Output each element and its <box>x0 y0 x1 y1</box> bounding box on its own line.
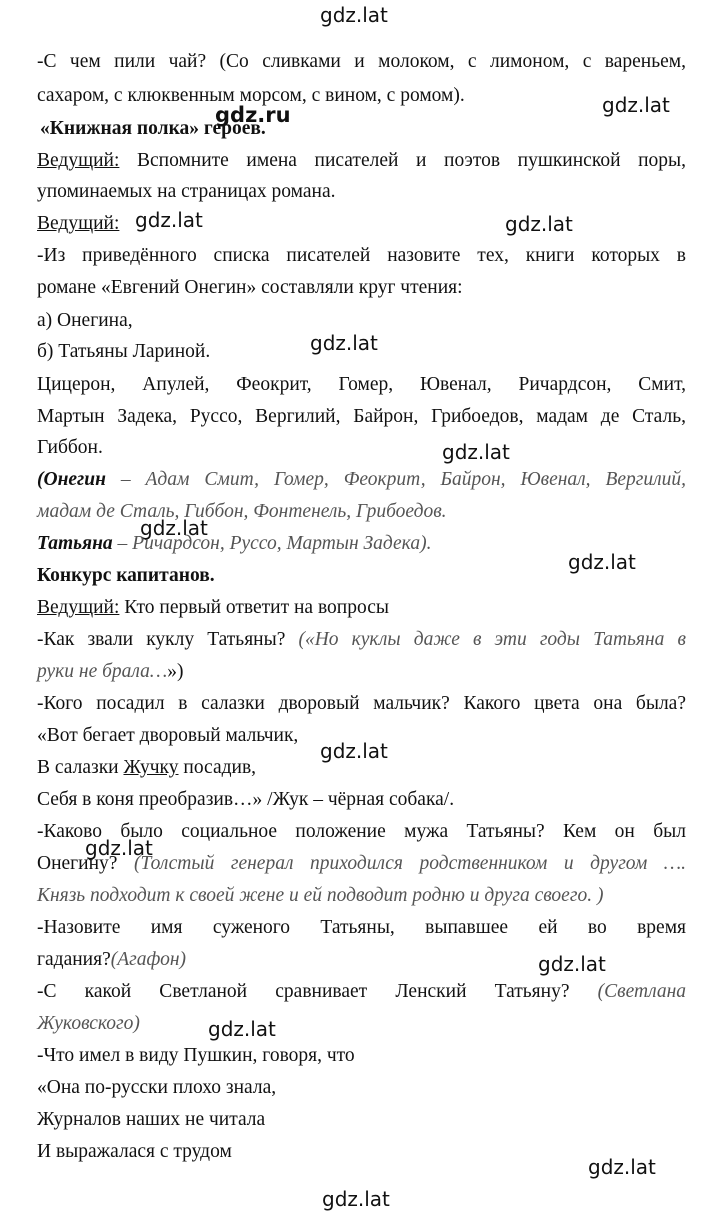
poem-line: И выражалася с трудом <box>37 1141 232 1162</box>
answer-line: Жуковского) <box>37 1013 140 1034</box>
text-line <box>37 149 686 173</box>
watermark: gdz.lat <box>538 952 606 976</box>
question-text: -С какой Светланой сравнивает Ленский Татьяну? <box>37 981 598 1002</box>
watermark: gdz.lat <box>442 440 510 464</box>
question-line <box>37 948 186 972</box>
answer-line <box>37 532 431 556</box>
watermark-top: gdz.lat <box>320 3 388 27</box>
text-line: упоминаемых на страницах романа. <box>37 181 336 202</box>
answer-heading: (Онегин <box>37 469 106 490</box>
poem-line <box>37 756 256 780</box>
question-line <box>37 980 686 1004</box>
answer-text: (Светлана <box>597 981 686 1002</box>
answer-line <box>37 468 686 492</box>
text-line: Гиббон. <box>37 437 103 458</box>
watermark: gdz.lat <box>320 739 388 763</box>
text-segment: Кто первый ответит на вопросы <box>119 597 389 618</box>
question-line <box>37 628 686 652</box>
watermark: gdz.lat <box>140 516 208 540</box>
answer-text: – Ричардсон, Руссо, Мартын Задека). <box>112 533 432 554</box>
speaker-label: Ведущий: <box>37 213 120 234</box>
speaker-label: Ведущий: <box>37 150 120 171</box>
question-line <box>37 660 184 684</box>
watermark: gdz.lat <box>208 1017 276 1041</box>
question-line: -Назовите имя суженого Татьяны, выпавшее ей во время <box>37 917 686 938</box>
question-text: гадания? <box>37 949 111 970</box>
answer-line: мадам де Сталь, Гиббон, Фонтенель, Грибоедов. <box>37 501 447 522</box>
section-heading: Конкурс капитанов. <box>37 565 215 586</box>
text-line: романе «Евгений Онегин» составляли круг чтения: <box>37 277 463 298</box>
section-heading: «Книжная полка» героев. <box>40 118 266 139</box>
text-segment: ») <box>167 661 184 682</box>
poem-line: «Она по-русски плохо знала, <box>37 1077 277 1098</box>
question-line: -Каково было социальное положение мужа Татьяны? Кем он был <box>37 821 686 842</box>
text-line: Цицерон, Апулей, Феокрит, Гомер, Ювенал, Ричардсон, Смит, <box>37 374 686 395</box>
watermark: gdz.lat <box>602 93 670 117</box>
answer-text: (Агафон) <box>110 949 187 970</box>
watermark: gdz.lat <box>588 1155 656 1179</box>
text-line: сахаром, с клюквенным морсом, с вином, с ромом). <box>37 85 465 106</box>
watermark: gdz.lat <box>135 208 203 232</box>
answer-line: Князь подходит к своей жене и ей подводит родню и друга своего. ) <box>37 885 604 906</box>
question-text: -Как звали куклу Татьяны? <box>37 629 299 650</box>
text-segment: Вспомните имена писателей и поэтов пушкинской поры, <box>119 150 686 171</box>
text-line <box>37 596 389 620</box>
list-item: а) Онегина, <box>37 310 133 331</box>
answer-text: (Толстый генерал приходился родственником и другом …. <box>133 853 687 874</box>
text-line: -С чем пили чай? (Со сливками и молоком, с лимоном, с вареньем, <box>37 51 686 72</box>
watermark-bottom: gdz.lat <box>322 1187 390 1211</box>
watermark: gdz.lat <box>568 550 636 574</box>
speaker-label: Ведущий: <box>37 597 120 618</box>
watermark: gdz.lat <box>85 836 153 860</box>
question-line: -Кого посадил в салазки дворовый мальчик? Какого цвета она была? <box>37 693 686 714</box>
text-segment: посадив, <box>178 757 257 778</box>
question-line: -Что имел в виду Пушкин, говоря, что <box>37 1045 355 1066</box>
list-item: б) Татьяны Лариной. <box>37 341 211 362</box>
poem-line: «Вот бегает дворовый мальчик, <box>37 725 299 746</box>
watermark: gdz.lat <box>310 331 378 355</box>
answer-heading: Татьяна <box>37 533 113 554</box>
question-text: Онегину? <box>37 853 134 874</box>
answer-text: – Адам Смит, Гомер, Феокрит, Байрон, Ювенал, Вергилий, <box>105 469 686 490</box>
answer-text: руки не брала… <box>37 661 168 682</box>
question-line <box>37 852 686 876</box>
text-line: -Из приведённого списка писателей назовите тех, книги которых в <box>37 245 686 266</box>
text-segment: В салазки <box>37 757 124 778</box>
text-line: Мартын Задека, Руссо, Вергилий, Байрон, Грибоедов, мадам де Сталь, <box>37 406 686 427</box>
answer-text: («Но куклы даже в эти годы Татьяна в <box>298 629 686 650</box>
watermark-ru: gdz.ru <box>215 103 291 127</box>
poem-line: Себя в коня преобразив…» /Жук – чёрная собака/. <box>37 789 455 810</box>
poem-line: Журналов наших не читала <box>37 1109 266 1130</box>
underlined-word: Жучку <box>123 757 179 778</box>
watermark: gdz.lat <box>505 212 573 236</box>
